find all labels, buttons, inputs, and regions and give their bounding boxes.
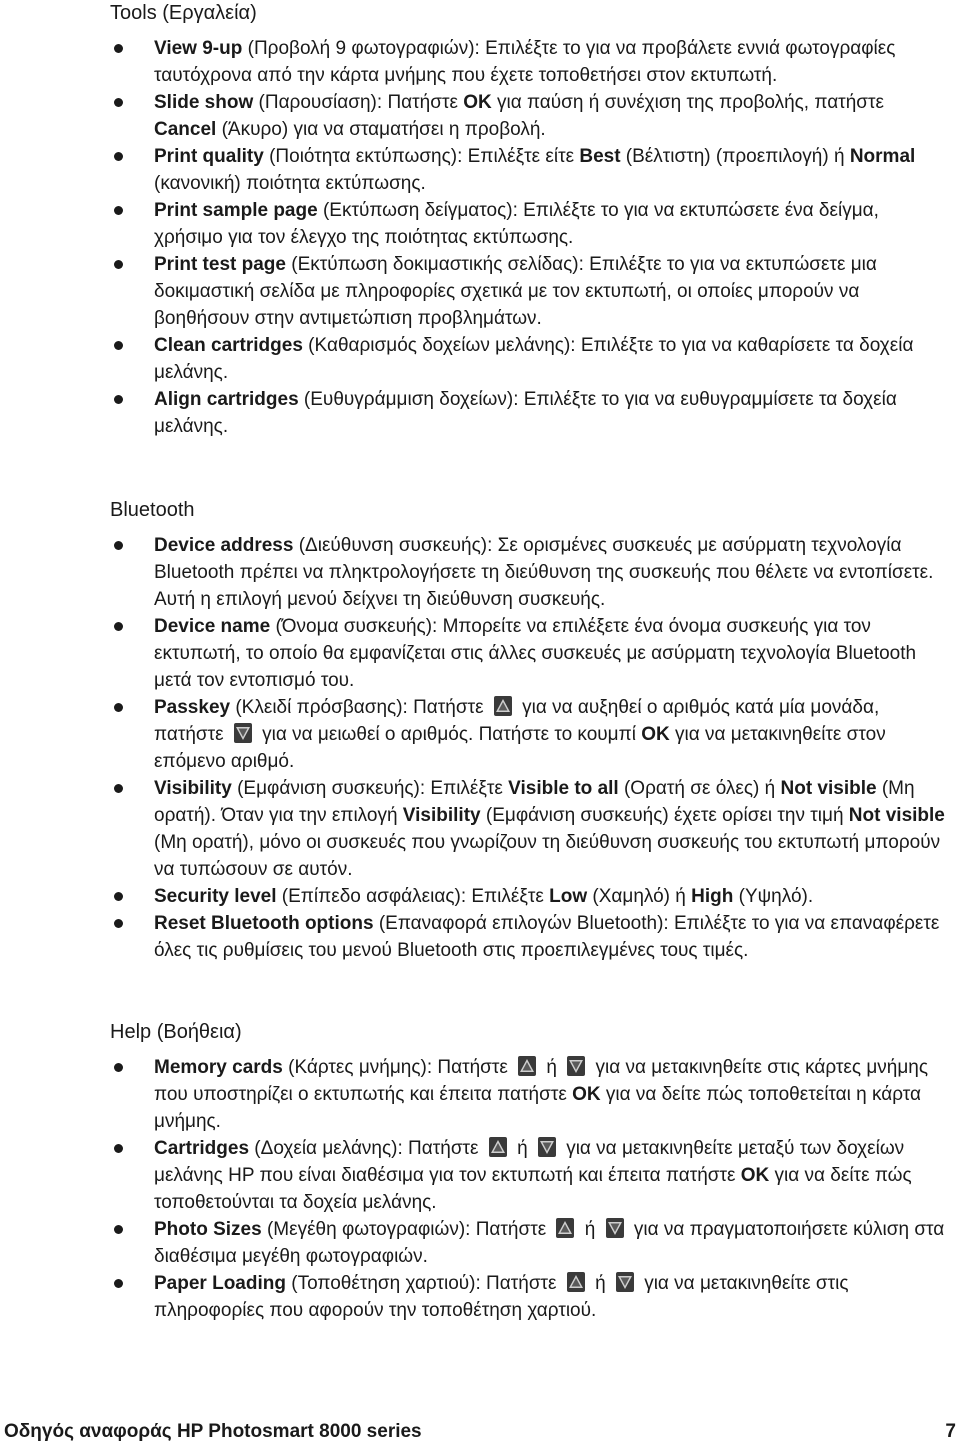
footer-title: Οδηγός αναφοράς HP Photosmart 8000 series bbox=[4, 1421, 422, 1442]
down-arrow-icon bbox=[232, 722, 254, 744]
list-item-device-address: Device address (Διεύθυνση συσκευής): Σε ορισμένες συσκευές με ασύρματη τεχνολογία Bluetooth πρέπει να πληκτρολογήσετε τη διεύθυνση της συσκευής που θέλετε να εντοπίσετε. Αυτή η επιλογή μενού δείχνει τη διεύθυνση συσκευής. bbox=[110, 532, 950, 613]
down-arrow-icon bbox=[614, 1271, 636, 1293]
bullet-icon bbox=[114, 1144, 123, 1153]
list-item-device-name: Device name (Όνομα συσκευής): Μπορείτε να επιλέξετε ένα όνομα συσκευής για τον εκτυπωτή, το οποίο θα εμφανίζεται στις άλλες συσκευές με ασύρματη τεχνολογία Bluetooth μετά τον εντοπισμό του. bbox=[110, 613, 950, 694]
list-item-view-9-up: View 9-up (Προβολή 9 φωτογραφιών): Επιλέξτε το για να προβάλετε εννιά φωτογραφίες ταυτόχρονα από την κάρτα μνήμης που έχετε τοποθετήσει στον εκτυπωτή. bbox=[110, 35, 950, 89]
down-arrow-icon bbox=[565, 1055, 587, 1077]
list-item-photo-sizes: Photo Sizes (Μεγέθη φωτογραφιών): Πατήστε ή για να πραγματοποιήσετε κύλιση στα διαθέσιμα μεγέθη φωτογραφιών. bbox=[110, 1216, 950, 1270]
bullet-icon bbox=[114, 206, 123, 215]
section-help bbox=[110, 1019, 950, 1324]
list-item-reset-bluetooth-options: Reset Bluetooth options (Επαναφορά επιλογών Bluetooth): Επιλέξτε το για να επαναφέρετε όλες τις ρυθμίσεις του μενού Bluetooth στις προεπιλεγμένες τους τιμές. bbox=[110, 910, 950, 964]
bullet-icon bbox=[114, 1063, 123, 1072]
section-title-help: Help (Βοήθεια) bbox=[110, 1021, 242, 1043]
up-arrow-icon bbox=[554, 1217, 576, 1239]
bullet-icon bbox=[114, 541, 123, 550]
list-item-slide-show: Slide show (Παρουσίαση): Πατήστε OK για παύση ή συνέχιση της προβολής, πατήστε Cancel (Άκυρο) για να σταματήσει η προβολή. bbox=[110, 89, 950, 143]
bullet-icon bbox=[114, 395, 123, 404]
list-item-security-level: Security level (Επίπεδο ασφάλειας): Επιλέξτε Low (Χαμηλό) ή High (Υψηλό). bbox=[110, 883, 950, 910]
bullet-icon bbox=[114, 1279, 123, 1288]
up-arrow-icon bbox=[492, 695, 514, 717]
bullet-icon bbox=[114, 622, 123, 631]
section-title-tools: Tools (Εργαλεία) bbox=[110, 2, 257, 24]
section-tools bbox=[110, 0, 950, 440]
bullet-icon bbox=[114, 98, 123, 107]
up-arrow-icon bbox=[516, 1055, 538, 1077]
up-arrow-icon bbox=[487, 1136, 509, 1158]
list-item-paper-loading: Paper Loading (Τοποθέτηση χαρτιού): Πατήστε ή για να μετακινηθείτε στις πληροφορίες που αφορούν την τοποθέτηση χαρτιού. bbox=[110, 1270, 950, 1324]
bullet-icon bbox=[114, 44, 123, 53]
bullet-icon bbox=[114, 1225, 123, 1234]
list-item-memory-cards: Memory cards (Κάρτες μνήμης): Πατήστε ή για να μετακινηθείτε στις κάρτες μνήμης που υποστηρίζει ο εκτυπωτής και έπειτα πατήστε OK για να δείτε πώς τοποθετείται η κάρτα μνήμης. bbox=[110, 1054, 950, 1135]
list-item-print-sample-page: Print sample page (Εκτύπωση δείγματος): Επιλέξτε το για να εκτυπώσετε ένα δείγμα, χρήσιμο για τον έλεγχο της ποιότητας εκτύπωσης. bbox=[110, 197, 950, 251]
bullet-icon bbox=[114, 892, 123, 901]
up-arrow-icon bbox=[565, 1271, 587, 1293]
list-item-align-cartridges: Align cartridges (Ευθυγράμμιση δοχείων): Επιλέξτε το για να ευθυγραμμίσετε τα δοχεία μελάνης. bbox=[110, 386, 950, 440]
list-item-visibility: Visibility (Εμφάνιση συσκευής): Επιλέξτε Visible to all (Ορατή σε όλες) ή Not visible (Μη ορατή). Όταν για την επιλογή Visibility (Εμφάνιση συσκευής) έχετε ορίσει την τιμή Not visible (Μη ορατή), μόνο οι συσκευές που γνωρίζουν τη διεύθυνση συσκευής του εκτυπωτή μπορούν να τυπώσουν σε αυτόν. bbox=[110, 775, 950, 883]
help-list bbox=[110, 1054, 950, 1324]
list-item-clean-cartridges: Clean cartridges (Καθαρισμός δοχείων μελάνης): Επιλέξτε το για να καθαρίσετε τα δοχεία μελάνης. bbox=[110, 332, 950, 386]
bullet-icon bbox=[114, 341, 123, 350]
list-item-print-test-page: Print test page (Εκτύπωση δοκιμαστικής σελίδας): Επιλέξτε το για να εκτυπώσετε μια δοκιμαστική σελίδα με πληροφορίες σχετικά με τον εκτυπωτή, οι οποίες μπορούν να βοηθήσουν στην αντιμετώπιση προβλημάτων. bbox=[110, 251, 950, 332]
tools-list bbox=[110, 35, 950, 440]
page-number: 7 bbox=[945, 1421, 956, 1442]
bluetooth-list bbox=[110, 532, 950, 964]
section-bluetooth bbox=[110, 497, 950, 964]
down-arrow-icon bbox=[604, 1217, 626, 1239]
list-item-print-quality: Print quality (Ποιότητα εκτύπωσης): Επιλέξτε είτε Best (Βέλτιστη) (προεπιλογή) ή Normal (κανονική) ποιότητα εκτύπωσης. bbox=[110, 143, 950, 197]
bullet-icon bbox=[114, 152, 123, 161]
page-footer bbox=[4, 1420, 956, 1444]
bullet-icon bbox=[114, 260, 123, 269]
bullet-icon bbox=[114, 703, 123, 712]
section-title-bluetooth: Bluetooth bbox=[110, 499, 195, 521]
list-item-cartridges: Cartridges (Δοχεία μελάνης): Πατήστε ή για να μετακινηθείτε μεταξύ των δοχείων μελάνης HP που είναι διαθέσιμα για τον εκτυπωτή και έπειτα πατήστε OK για να δείτε πώς τοποθετούνται τα δοχεία μελάνης. bbox=[110, 1135, 950, 1216]
bullet-icon bbox=[114, 784, 123, 793]
bullet-icon bbox=[114, 919, 123, 928]
list-item-passkey: Passkey (Κλειδί πρόσβασης): Πατήστε για να αυξηθεί ο αριθμός κατά μία μονάδα, πατήστε για να μειωθεί ο αριθμός. Πατήστε το κουμπί OK για να μετακινηθείτε στον επόμενο αριθμό. bbox=[110, 694, 950, 775]
down-arrow-icon bbox=[536, 1136, 558, 1158]
